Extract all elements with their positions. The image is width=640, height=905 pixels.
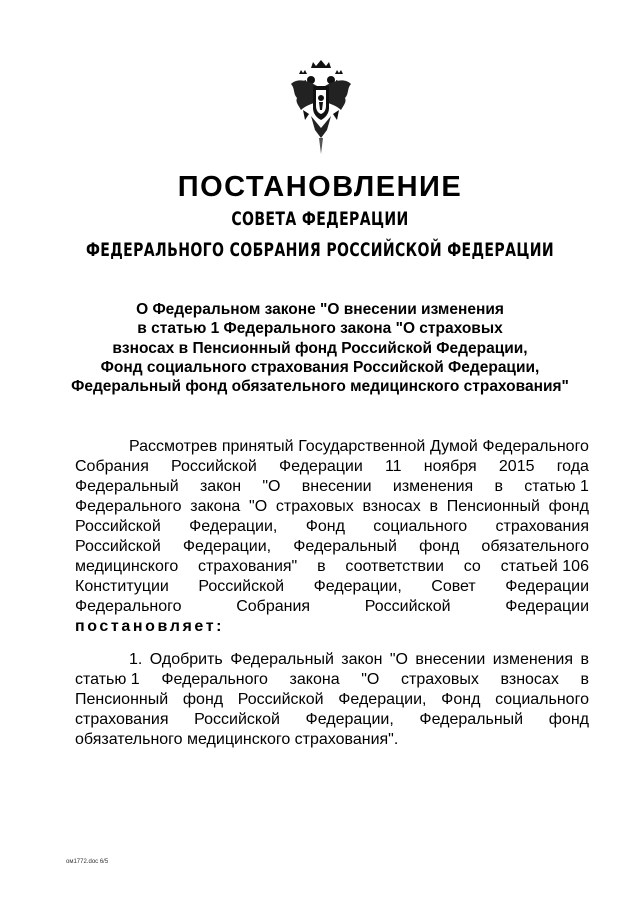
subject-line: Федеральный фонд обязательного медицинского страхования"	[71, 378, 569, 396]
resolves-line	[75, 617, 589, 637]
document-title: ПОСТАНОВЛЕНИЕ	[177, 171, 463, 203]
word: Фонд	[441, 691, 481, 708]
word: Рассмотрев	[129, 438, 218, 455]
word: статью 1	[75, 671, 140, 688]
text-line	[75, 537, 589, 557]
clause-1-paragraph	[75, 650, 589, 750]
word: Российской	[194, 711, 280, 728]
word: Федерации,	[182, 538, 272, 555]
word: Конституции	[75, 578, 169, 595]
word: Федерации	[279, 458, 363, 475]
word: Думой	[429, 438, 478, 455]
word: взносах	[362, 498, 421, 515]
word: закона	[190, 498, 241, 515]
word: Федерального	[482, 438, 589, 455]
word: статьей 106	[500, 558, 589, 575]
word: "О	[361, 671, 380, 688]
word: Федерации,	[305, 711, 394, 728]
word: Федеральный	[293, 538, 397, 555]
word: внесении	[301, 478, 372, 495]
word: социального	[373, 518, 468, 535]
word: "О	[389, 651, 408, 668]
word: изменения	[392, 478, 474, 495]
word: Федерации,	[189, 518, 278, 535]
word: Российской	[364, 598, 451, 615]
word: Государственной	[298, 438, 426, 455]
word: 1.	[129, 651, 143, 668]
word: 2015	[498, 458, 535, 475]
word: Российской	[237, 691, 324, 708]
subject-line: в статью 1 Федерального закона "О страховых	[137, 320, 503, 338]
text-line	[75, 517, 589, 537]
word: Федерального	[75, 598, 182, 615]
word: Российской	[198, 578, 285, 595]
word: Федерального	[161, 671, 268, 688]
subject-line: Фонд социального страхования Российской Федерации,	[100, 358, 540, 376]
text-line	[75, 650, 589, 670]
word: Федерации,	[313, 578, 402, 595]
word: Российской	[75, 518, 161, 535]
word: страховых	[401, 671, 479, 688]
word: социального	[495, 691, 589, 708]
word: страхования"	[198, 558, 298, 575]
word: в	[429, 498, 439, 515]
word: Федерации,	[338, 691, 427, 708]
word: Федеральный	[230, 651, 334, 668]
word: Совет	[431, 578, 476, 595]
word: Собрания	[236, 598, 311, 615]
word: страхования	[495, 518, 589, 535]
word: Российской	[75, 538, 161, 555]
word: Пенсионный	[446, 498, 540, 515]
word: принятый	[221, 438, 294, 455]
word: 11	[384, 458, 402, 475]
issuer-line-2: ФЕДЕРАЛЬНОГО СОБРАНИЯ РОССИЙСКОЙ ФЕДЕРАЦИИ	[85, 239, 555, 261]
text-line	[75, 457, 589, 477]
word: фонд	[548, 498, 589, 515]
word: в	[580, 651, 589, 668]
word: внесении	[415, 651, 486, 668]
text-line: обязательного медицинского страхования".	[75, 731, 399, 748]
word: фонд	[548, 711, 589, 728]
word: соответствии	[345, 558, 444, 575]
text-line	[75, 477, 589, 497]
word: Пенсионный	[75, 691, 169, 708]
word: Фонд	[305, 518, 345, 535]
word: со	[463, 558, 481, 575]
text-line	[75, 597, 589, 617]
text-line	[75, 690, 589, 710]
subject-line: взносах в Пенсионный фонд Российской Федерации,	[112, 339, 528, 357]
word: взносах	[500, 671, 559, 688]
word: медицинского	[75, 558, 179, 575]
word: Федерации	[505, 578, 589, 595]
text-line	[75, 437, 589, 457]
preamble-paragraph	[75, 437, 589, 637]
word: в	[317, 558, 326, 575]
word: закона	[289, 671, 340, 688]
word: в	[580, 671, 589, 688]
word: страхования	[75, 711, 169, 728]
resolves-word: постановляет:	[75, 618, 225, 635]
word: Федерации	[505, 598, 589, 615]
word: страховых	[275, 498, 354, 515]
word: Собрания	[75, 458, 149, 475]
text-line	[75, 557, 589, 577]
word: закон	[199, 478, 242, 495]
text-line	[75, 577, 589, 597]
text-line	[75, 710, 589, 730]
text-line	[75, 497, 589, 517]
subject-line: О Федеральном законе "О внесении изменения	[136, 301, 504, 318]
word: изменения	[492, 651, 574, 668]
word: Федерального	[75, 498, 182, 515]
coat-of-arms-emblem	[289, 58, 353, 156]
word: закон	[341, 651, 383, 668]
word: "О	[262, 478, 281, 495]
word: статью 1	[524, 478, 589, 495]
word: фонд	[182, 691, 224, 708]
word: года	[556, 458, 589, 475]
word: Федеральный	[419, 711, 524, 728]
word: "О	[249, 498, 268, 515]
word: Федеральный	[75, 478, 179, 495]
word: обязательного	[481, 538, 589, 555]
word: в	[494, 478, 503, 495]
word: фонд	[419, 538, 460, 555]
footer-code: ом1772.doc 6/5	[66, 859, 109, 865]
text-line	[75, 670, 589, 690]
word: Российской	[171, 458, 257, 475]
issuer-line-1: СОВЕТА ФЕДЕРАЦИИ	[231, 208, 409, 230]
subject-heading	[60, 300, 580, 396]
word: Одобрить	[149, 651, 223, 668]
word: ноября	[423, 458, 477, 475]
